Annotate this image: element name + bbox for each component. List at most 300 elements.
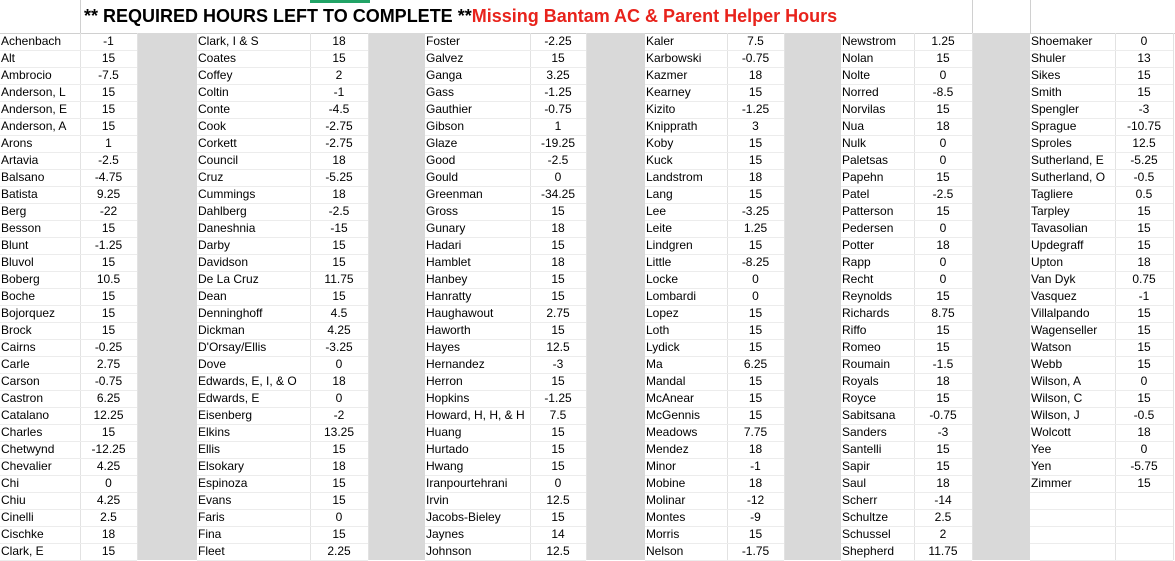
hours-cell[interactable]: -4.75 — [94, 170, 123, 184]
name-cell[interactable]: Ellis — [198, 442, 221, 456]
hours-cell[interactable]: 15 — [748, 187, 763, 201]
hours-cell[interactable]: 18 — [936, 374, 950, 388]
name-cell[interactable]: Papehn — [842, 170, 884, 184]
hours-cell[interactable]: -8.25 — [741, 255, 770, 269]
hours-cell[interactable]: 15 — [748, 153, 763, 167]
hours-cell[interactable]: 18 — [332, 34, 346, 48]
hours-cell[interactable]: 15 — [936, 102, 950, 116]
name-cell[interactable]: Knipprath — [646, 119, 698, 133]
hours-cell[interactable]: 1.25 — [931, 34, 955, 48]
name-cell[interactable]: Espinoza — [198, 476, 248, 490]
name-cell[interactable]: Greenman — [426, 187, 483, 201]
name-cell[interactable]: Gross — [426, 204, 459, 218]
name-cell[interactable]: Riffo — [842, 323, 867, 337]
hours-cell[interactable]: 8.75 — [931, 306, 955, 320]
name-cell[interactable]: Denninghoff — [198, 306, 263, 320]
name-cell[interactable]: Mendez — [646, 442, 689, 456]
name-cell[interactable]: Scherr — [842, 493, 878, 507]
name-cell[interactable]: Clark, I & S — [198, 34, 259, 48]
hours-cell[interactable]: 18 — [551, 255, 565, 269]
hours-cell[interactable]: -1.75 — [741, 544, 770, 558]
hours-cell[interactable]: 6.25 — [743, 357, 768, 371]
name-cell[interactable]: Updegraff — [1031, 238, 1084, 252]
name-cell[interactable]: Lang — [646, 187, 673, 201]
hours-cell[interactable]: 0 — [1140, 442, 1148, 456]
hours-cell[interactable]: -34.25 — [540, 187, 576, 201]
name-cell[interactable]: Watson — [1031, 340, 1072, 354]
hours-cell[interactable]: 13 — [1137, 51, 1151, 65]
hours-cell[interactable]: 3.25 — [546, 68, 570, 82]
hours-cell[interactable]: 13.25 — [323, 425, 355, 439]
name-cell[interactable]: Conte — [198, 102, 231, 116]
name-cell[interactable]: Anderson, E — [1, 102, 68, 116]
name-cell[interactable]: Glaze — [426, 136, 458, 150]
hours-cell[interactable]: 15 — [101, 306, 116, 320]
name-cell[interactable]: Darby — [198, 238, 231, 252]
name-cell[interactable]: Boberg — [1, 272, 40, 286]
hours-cell[interactable]: 15 — [1137, 68, 1151, 82]
hours-cell[interactable]: 4.5 — [330, 306, 348, 320]
name-cell[interactable]: Brock — [1, 323, 32, 337]
name-cell[interactable]: Alt — [1, 51, 16, 65]
hours-cell[interactable]: 15 — [936, 323, 950, 337]
name-cell[interactable]: Norred — [842, 85, 879, 99]
name-cell[interactable]: Sanders — [842, 425, 887, 439]
hours-cell[interactable]: 2.75 — [96, 357, 121, 371]
hours-cell[interactable]: -7.5 — [98, 68, 119, 82]
name-cell[interactable]: Smith — [1031, 85, 1062, 99]
hours-cell[interactable]: -5.25 — [325, 170, 353, 184]
hours-cell[interactable]: -10.75 — [1126, 119, 1162, 133]
hours-cell[interactable]: 15 — [551, 289, 565, 303]
name-cell[interactable]: Carson — [1, 374, 40, 388]
name-cell[interactable]: Hernandez — [426, 357, 485, 371]
hours-cell[interactable]: 15 — [332, 493, 346, 507]
name-cell[interactable]: Edwards, E, I, & O — [198, 374, 297, 388]
name-cell[interactable]: Landstrom — [646, 170, 703, 184]
name-cell[interactable]: Cischke — [1, 527, 44, 541]
hours-cell[interactable]: 15 — [101, 51, 116, 65]
name-cell[interactable]: Shoemaker — [1031, 34, 1093, 48]
hours-cell[interactable]: 10.5 — [96, 272, 121, 286]
hours-cell[interactable]: 15 — [551, 374, 565, 388]
name-cell[interactable]: Hamblet — [426, 255, 471, 269]
name-cell[interactable]: Montes — [646, 510, 686, 524]
name-cell[interactable]: Koby — [646, 136, 674, 150]
hours-cell[interactable]: 2.5 — [100, 510, 117, 524]
title-row[interactable] — [0, 0, 1175, 34]
hours-cell[interactable]: 18 — [551, 221, 565, 235]
name-cell[interactable]: Schultze — [842, 510, 889, 524]
hours-cell[interactable]: 12.25 — [93, 408, 124, 422]
hours-cell[interactable]: 15 — [551, 425, 565, 439]
name-cell[interactable]: Sikes — [1031, 68, 1061, 82]
name-cell[interactable]: Lydick — [646, 340, 680, 354]
name-cell[interactable]: Upton — [1031, 255, 1064, 269]
name-cell[interactable]: Batista — [1, 187, 38, 201]
name-cell[interactable]: Yee — [1031, 442, 1052, 456]
hours-cell[interactable]: -2.25 — [544, 34, 572, 48]
name-cell[interactable]: Boche — [1, 289, 36, 303]
name-cell[interactable]: Davidson — [198, 255, 249, 269]
name-cell[interactable]: Kearney — [646, 85, 691, 99]
hours-cell[interactable]: 15 — [1137, 391, 1151, 405]
hours-cell[interactable]: -3 — [552, 357, 564, 371]
hours-cell[interactable]: -5.75 — [1130, 459, 1158, 473]
name-cell[interactable]: Anderson, A — [1, 119, 67, 133]
hours-cell[interactable]: 15 — [101, 289, 116, 303]
hours-cell[interactable]: 15 — [936, 340, 950, 354]
hours-cell[interactable]: -15 — [330, 221, 348, 235]
hours-cell[interactable]: 15 — [332, 476, 346, 490]
hours-cell[interactable]: -3 — [1138, 102, 1150, 116]
hours-cell[interactable]: -3.25 — [741, 204, 770, 218]
name-cell[interactable]: Bojorquez — [1, 306, 56, 320]
name-cell[interactable]: Cruz — [198, 170, 224, 184]
name-cell[interactable]: Haworth — [426, 323, 471, 337]
hours-cell[interactable]: 11.75 — [928, 544, 958, 558]
hours-cell[interactable]: 15 — [936, 170, 950, 184]
hours-cell[interactable]: -0.75 — [929, 408, 957, 422]
hours-cell[interactable]: 15 — [1137, 204, 1151, 218]
hours-cell[interactable]: 4.25 — [96, 493, 121, 507]
hours-cell[interactable]: 0 — [939, 153, 947, 167]
name-cell[interactable]: Wilson, A — [1031, 374, 1082, 388]
name-cell[interactable]: Villalpando — [1031, 306, 1090, 320]
hours-cell[interactable]: 0 — [105, 476, 112, 490]
name-cell[interactable]: Loth — [646, 323, 670, 337]
hours-cell[interactable]: 0 — [1140, 34, 1148, 48]
hours-cell[interactable]: 15 — [101, 85, 116, 99]
name-cell[interactable]: Cairns — [1, 340, 36, 354]
hours-cell[interactable]: 15 — [332, 238, 346, 252]
hours-cell[interactable]: 15 — [748, 340, 763, 354]
hours-cell[interactable]: 15 — [936, 391, 950, 405]
hours-cell[interactable]: -1.25 — [544, 391, 572, 405]
hours-cell[interactable]: 0 — [752, 289, 759, 303]
hours-cell[interactable]: -3 — [937, 425, 949, 439]
hours-cell[interactable]: 15 — [748, 527, 763, 541]
hours-cell[interactable]: 15 — [551, 238, 565, 252]
hours-cell[interactable]: 15 — [748, 374, 763, 388]
hours-cell[interactable]: 15 — [332, 51, 346, 65]
name-cell[interactable]: Patterson — [842, 204, 894, 218]
name-cell[interactable]: Shuler — [1031, 51, 1066, 65]
hours-cell[interactable]: 15 — [332, 255, 346, 269]
hours-cell[interactable]: 15 — [551, 323, 565, 337]
hours-cell[interactable]: 4.25 — [96, 459, 121, 473]
name-cell[interactable]: Romeo — [842, 340, 881, 354]
name-cell[interactable]: Castron — [1, 391, 44, 405]
name-cell[interactable]: Jacobs-Bieley — [426, 510, 501, 524]
name-cell[interactable]: Spengler — [1031, 102, 1080, 116]
hours-cell[interactable]: 15 — [101, 323, 116, 337]
hours-cell[interactable]: 1.25 — [743, 221, 768, 235]
name-cell[interactable]: Kizito — [646, 102, 676, 116]
hours-cell[interactable]: 0.75 — [1132, 272, 1156, 286]
hours-cell[interactable]: 15 — [101, 102, 116, 116]
hours-cell[interactable]: 15 — [748, 323, 763, 337]
hours-cell[interactable]: 0 — [335, 510, 343, 524]
name-cell[interactable]: Paletsas — [842, 153, 889, 167]
name-cell[interactable]: Dickman — [198, 323, 245, 337]
hours-cell[interactable]: 0 — [335, 391, 343, 405]
name-cell[interactable]: Hayes — [426, 340, 461, 354]
name-cell[interactable]: Chiu — [1, 493, 26, 507]
hours-cell[interactable]: 15 — [332, 289, 346, 303]
name-cell[interactable]: Meadows — [646, 425, 698, 439]
name-cell[interactable]: Wagenseller — [1031, 323, 1098, 337]
name-cell[interactable]: Hurtado — [426, 442, 469, 456]
hours-cell[interactable]: -1.25 — [544, 85, 572, 99]
name-cell[interactable]: Recht — [842, 272, 874, 286]
hours-cell[interactable]: 15 — [101, 221, 116, 235]
hours-cell[interactable]: 2.25 — [327, 544, 351, 558]
hours-cell[interactable]: 7.5 — [747, 34, 764, 48]
hours-cell[interactable]: 0 — [554, 476, 562, 490]
hours-cell[interactable]: -12.25 — [91, 442, 126, 456]
name-cell[interactable]: Nolan — [842, 51, 874, 65]
name-cell[interactable]: Carle — [1, 357, 30, 371]
hours-cell[interactable]: 0 — [335, 357, 343, 371]
name-cell[interactable]: Nelson — [646, 544, 684, 558]
name-cell[interactable]: Dahlberg — [198, 204, 247, 218]
name-cell[interactable]: Anderson, L — [1, 85, 66, 99]
name-cell[interactable]: Shepherd — [842, 544, 895, 558]
name-cell[interactable]: Ganga — [426, 68, 463, 82]
hours-cell[interactable]: 0 — [939, 221, 947, 235]
name-cell[interactable]: De La Cruz — [198, 272, 259, 286]
name-cell[interactable]: Chi — [1, 476, 20, 490]
name-cell[interactable]: Berg — [1, 204, 27, 218]
hours-cell[interactable]: 12.5 — [546, 544, 570, 558]
hours-cell[interactable]: 2.75 — [546, 306, 570, 320]
name-cell[interactable]: Good — [426, 153, 456, 167]
hours-cell[interactable]: 7.5 — [549, 408, 567, 422]
name-cell[interactable]: Morris — [646, 527, 680, 541]
hours-cell[interactable]: 1 — [554, 119, 562, 133]
hours-cell[interactable]: 18 — [748, 476, 763, 490]
name-cell[interactable]: Herron — [426, 374, 463, 388]
name-cell[interactable]: Hanbey — [426, 272, 468, 286]
name-cell[interactable]: Coltin — [198, 85, 229, 99]
name-cell[interactable]: Little — [646, 255, 672, 269]
name-cell[interactable]: Artavia — [1, 153, 39, 167]
hours-cell[interactable]: 18 — [1137, 255, 1151, 269]
name-cell[interactable]: Wilson, J — [1031, 408, 1080, 422]
hours-cell[interactable]: 15 — [551, 442, 565, 456]
hours-cell[interactable]: -5.25 — [1130, 153, 1158, 167]
name-cell[interactable]: Norvilas — [842, 102, 886, 116]
hours-cell[interactable]: 12.5 — [1132, 136, 1156, 150]
name-cell[interactable]: Besson — [1, 221, 42, 235]
name-cell[interactable]: Faris — [198, 510, 225, 524]
name-cell[interactable]: Fina — [198, 527, 222, 541]
name-cell[interactable]: Iranpourtehrani — [426, 476, 508, 490]
hours-cell[interactable]: 15 — [551, 510, 565, 524]
name-cell[interactable]: Leite — [646, 221, 673, 235]
sheet-title[interactable] — [84, 5, 837, 27]
hours-cell[interactable]: 18 — [332, 187, 346, 201]
name-cell[interactable]: Eisenberg — [198, 408, 253, 422]
hours-cell[interactable]: 15 — [332, 442, 346, 456]
name-cell[interactable]: Nolte — [842, 68, 871, 82]
name-cell[interactable]: Sproles — [1031, 136, 1072, 150]
name-cell[interactable]: Webb — [1031, 357, 1063, 371]
name-cell[interactable]: Arons — [1, 136, 33, 150]
name-cell[interactable]: Achenbach — [1, 34, 62, 48]
name-cell[interactable]: Santelli — [842, 442, 882, 456]
name-cell[interactable]: Kaler — [646, 34, 675, 48]
name-cell[interactable]: Karbowski — [646, 51, 702, 65]
name-cell[interactable]: Cook — [198, 119, 227, 133]
hours-cell[interactable]: 15 — [1137, 85, 1151, 99]
hours-cell[interactable]: 15 — [748, 408, 763, 422]
name-cell[interactable]: Foster — [426, 34, 461, 48]
hours-cell[interactable]: 15 — [1137, 357, 1151, 371]
hours-cell[interactable]: 18 — [332, 459, 346, 473]
name-cell[interactable]: Vasquez — [1031, 289, 1077, 303]
name-cell[interactable]: Lopez — [646, 306, 679, 320]
name-cell[interactable]: Evans — [198, 493, 232, 507]
name-cell[interactable]: Mobine — [646, 476, 686, 490]
name-cell[interactable]: Locke — [646, 272, 679, 286]
name-cell[interactable]: Mandal — [646, 374, 686, 388]
hours-cell[interactable]: -19.25 — [540, 136, 576, 150]
hours-cell[interactable]: 15 — [748, 238, 763, 252]
name-cell[interactable]: Bluvol — [1, 255, 34, 269]
hours-cell[interactable]: 12.5 — [546, 340, 570, 354]
name-cell[interactable]: Minor — [646, 459, 677, 473]
name-cell[interactable]: McGennis — [646, 408, 701, 422]
name-cell[interactable]: Elkins — [198, 425, 231, 439]
hours-cell[interactable]: -12 — [746, 493, 765, 507]
name-cell[interactable]: Newstrom — [842, 34, 897, 48]
hours-cell[interactable]: 15 — [101, 425, 116, 439]
hours-cell[interactable]: -1 — [750, 459, 761, 473]
name-cell[interactable]: Daneshnia — [198, 221, 256, 235]
name-cell[interactable]: Roumain — [842, 357, 891, 371]
name-cell[interactable]: McAnear — [646, 391, 695, 405]
name-cell[interactable]: Haughawout — [426, 306, 494, 320]
hours-cell[interactable]: 15 — [1137, 238, 1151, 252]
hours-cell[interactable]: 15 — [1137, 476, 1151, 490]
name-cell[interactable]: Chevalier — [1, 459, 52, 473]
hours-cell[interactable]: 15 — [936, 204, 950, 218]
hours-cell[interactable]: 18 — [748, 68, 763, 82]
data-grid[interactable] — [0, 33, 1175, 560]
hours-cell[interactable]: 15 — [1137, 340, 1151, 354]
hours-cell[interactable]: -2.5 — [547, 153, 569, 167]
name-cell[interactable]: Molinar — [646, 493, 686, 507]
hours-cell[interactable]: 15 — [748, 136, 763, 150]
name-cell[interactable]: Dean — [198, 289, 227, 303]
hours-cell[interactable]: 15 — [936, 51, 950, 65]
hours-cell[interactable]: 2 — [939, 527, 947, 541]
name-cell[interactable]: Zimmer — [1031, 476, 1072, 490]
hours-cell[interactable]: 0 — [939, 272, 947, 286]
name-cell[interactable]: Cummings — [198, 187, 256, 201]
hours-cell[interactable]: -0.75 — [94, 374, 123, 388]
name-cell[interactable]: Charles — [1, 425, 43, 439]
name-cell[interactable]: Huang — [426, 425, 462, 439]
name-cell[interactable]: Chetwynd — [1, 442, 55, 456]
hours-cell[interactable]: -1.25 — [94, 238, 123, 252]
hours-cell[interactable]: 2.5 — [934, 510, 952, 524]
hours-cell[interactable]: -0.5 — [1133, 408, 1155, 422]
hours-cell[interactable]: -2.75 — [325, 136, 353, 150]
name-cell[interactable]: Saul — [842, 476, 867, 490]
hours-cell[interactable]: 0 — [1140, 374, 1148, 388]
name-cell[interactable]: Schussel — [842, 527, 891, 541]
name-cell[interactable]: Clark, E — [1, 544, 44, 558]
name-cell[interactable]: Hwang — [426, 459, 464, 473]
name-cell[interactable]: Jaynes — [426, 527, 465, 541]
hours-cell[interactable]: -1 — [103, 34, 114, 48]
hours-cell[interactable]: 6.25 — [96, 391, 121, 405]
hours-cell[interactable]: -0.5 — [1133, 170, 1155, 184]
hours-cell[interactable]: 18 — [936, 476, 950, 490]
hours-cell[interactable]: -2.5 — [932, 187, 954, 201]
name-cell[interactable]: Edwards, E — [198, 391, 260, 405]
hours-cell[interactable]: 15 — [936, 289, 950, 303]
name-cell[interactable]: Lindgren — [646, 238, 693, 252]
hours-cell[interactable]: 3 — [752, 119, 759, 133]
hours-cell[interactable]: 4.25 — [327, 323, 351, 337]
name-cell[interactable]: Hanratty — [426, 289, 472, 303]
hours-cell[interactable]: -0.25 — [94, 340, 123, 354]
hours-cell[interactable]: 0 — [554, 170, 562, 184]
hours-cell[interactable]: -1.25 — [741, 102, 770, 116]
name-cell[interactable]: Patel — [842, 187, 870, 201]
name-cell[interactable]: Catalano — [1, 408, 50, 422]
hours-cell[interactable]: -2 — [333, 408, 345, 422]
name-cell[interactable]: Sapir — [842, 459, 871, 473]
name-cell[interactable]: Gunary — [426, 221, 466, 235]
hours-cell[interactable]: 9.25 — [96, 187, 121, 201]
name-cell[interactable]: Coates — [198, 51, 237, 65]
name-cell[interactable]: Hopkins — [426, 391, 470, 405]
name-cell[interactable]: Royals — [842, 374, 879, 388]
name-cell[interactable]: Blunt — [1, 238, 29, 252]
name-cell[interactable]: Sutherland, O — [1031, 170, 1106, 184]
hours-cell[interactable]: 12.5 — [546, 493, 570, 507]
hours-cell[interactable]: 18 — [332, 153, 346, 167]
name-cell[interactable]: Van Dyk — [1031, 272, 1076, 286]
name-cell[interactable]: Rapp — [842, 255, 871, 269]
hours-cell[interactable]: 15 — [101, 255, 116, 269]
hours-cell[interactable]: 15 — [748, 306, 763, 320]
name-cell[interactable]: Galvez — [426, 51, 464, 65]
hours-cell[interactable]: 18 — [936, 119, 950, 133]
name-cell[interactable]: Tavasolian — [1031, 221, 1088, 235]
name-cell[interactable]: Elsokary — [198, 459, 245, 473]
hours-cell[interactable]: -1.5 — [932, 357, 954, 371]
hours-cell[interactable]: -0.75 — [544, 102, 572, 116]
name-cell[interactable]: Richards — [842, 306, 890, 320]
hours-cell[interactable]: -2.5 — [328, 204, 350, 218]
hours-cell[interactable]: -0.75 — [741, 51, 770, 65]
name-cell[interactable]: Kazmer — [646, 68, 688, 82]
name-cell[interactable]: Johnson — [426, 544, 472, 558]
name-cell[interactable]: Royce — [842, 391, 877, 405]
name-cell[interactable]: Fleet — [198, 544, 225, 558]
name-cell[interactable]: Gould — [426, 170, 459, 184]
hours-cell[interactable]: 15 — [101, 119, 116, 133]
hours-cell[interactable]: -1 — [333, 85, 345, 99]
hours-cell[interactable]: 15 — [936, 459, 950, 473]
name-cell[interactable]: Dove — [198, 357, 227, 371]
